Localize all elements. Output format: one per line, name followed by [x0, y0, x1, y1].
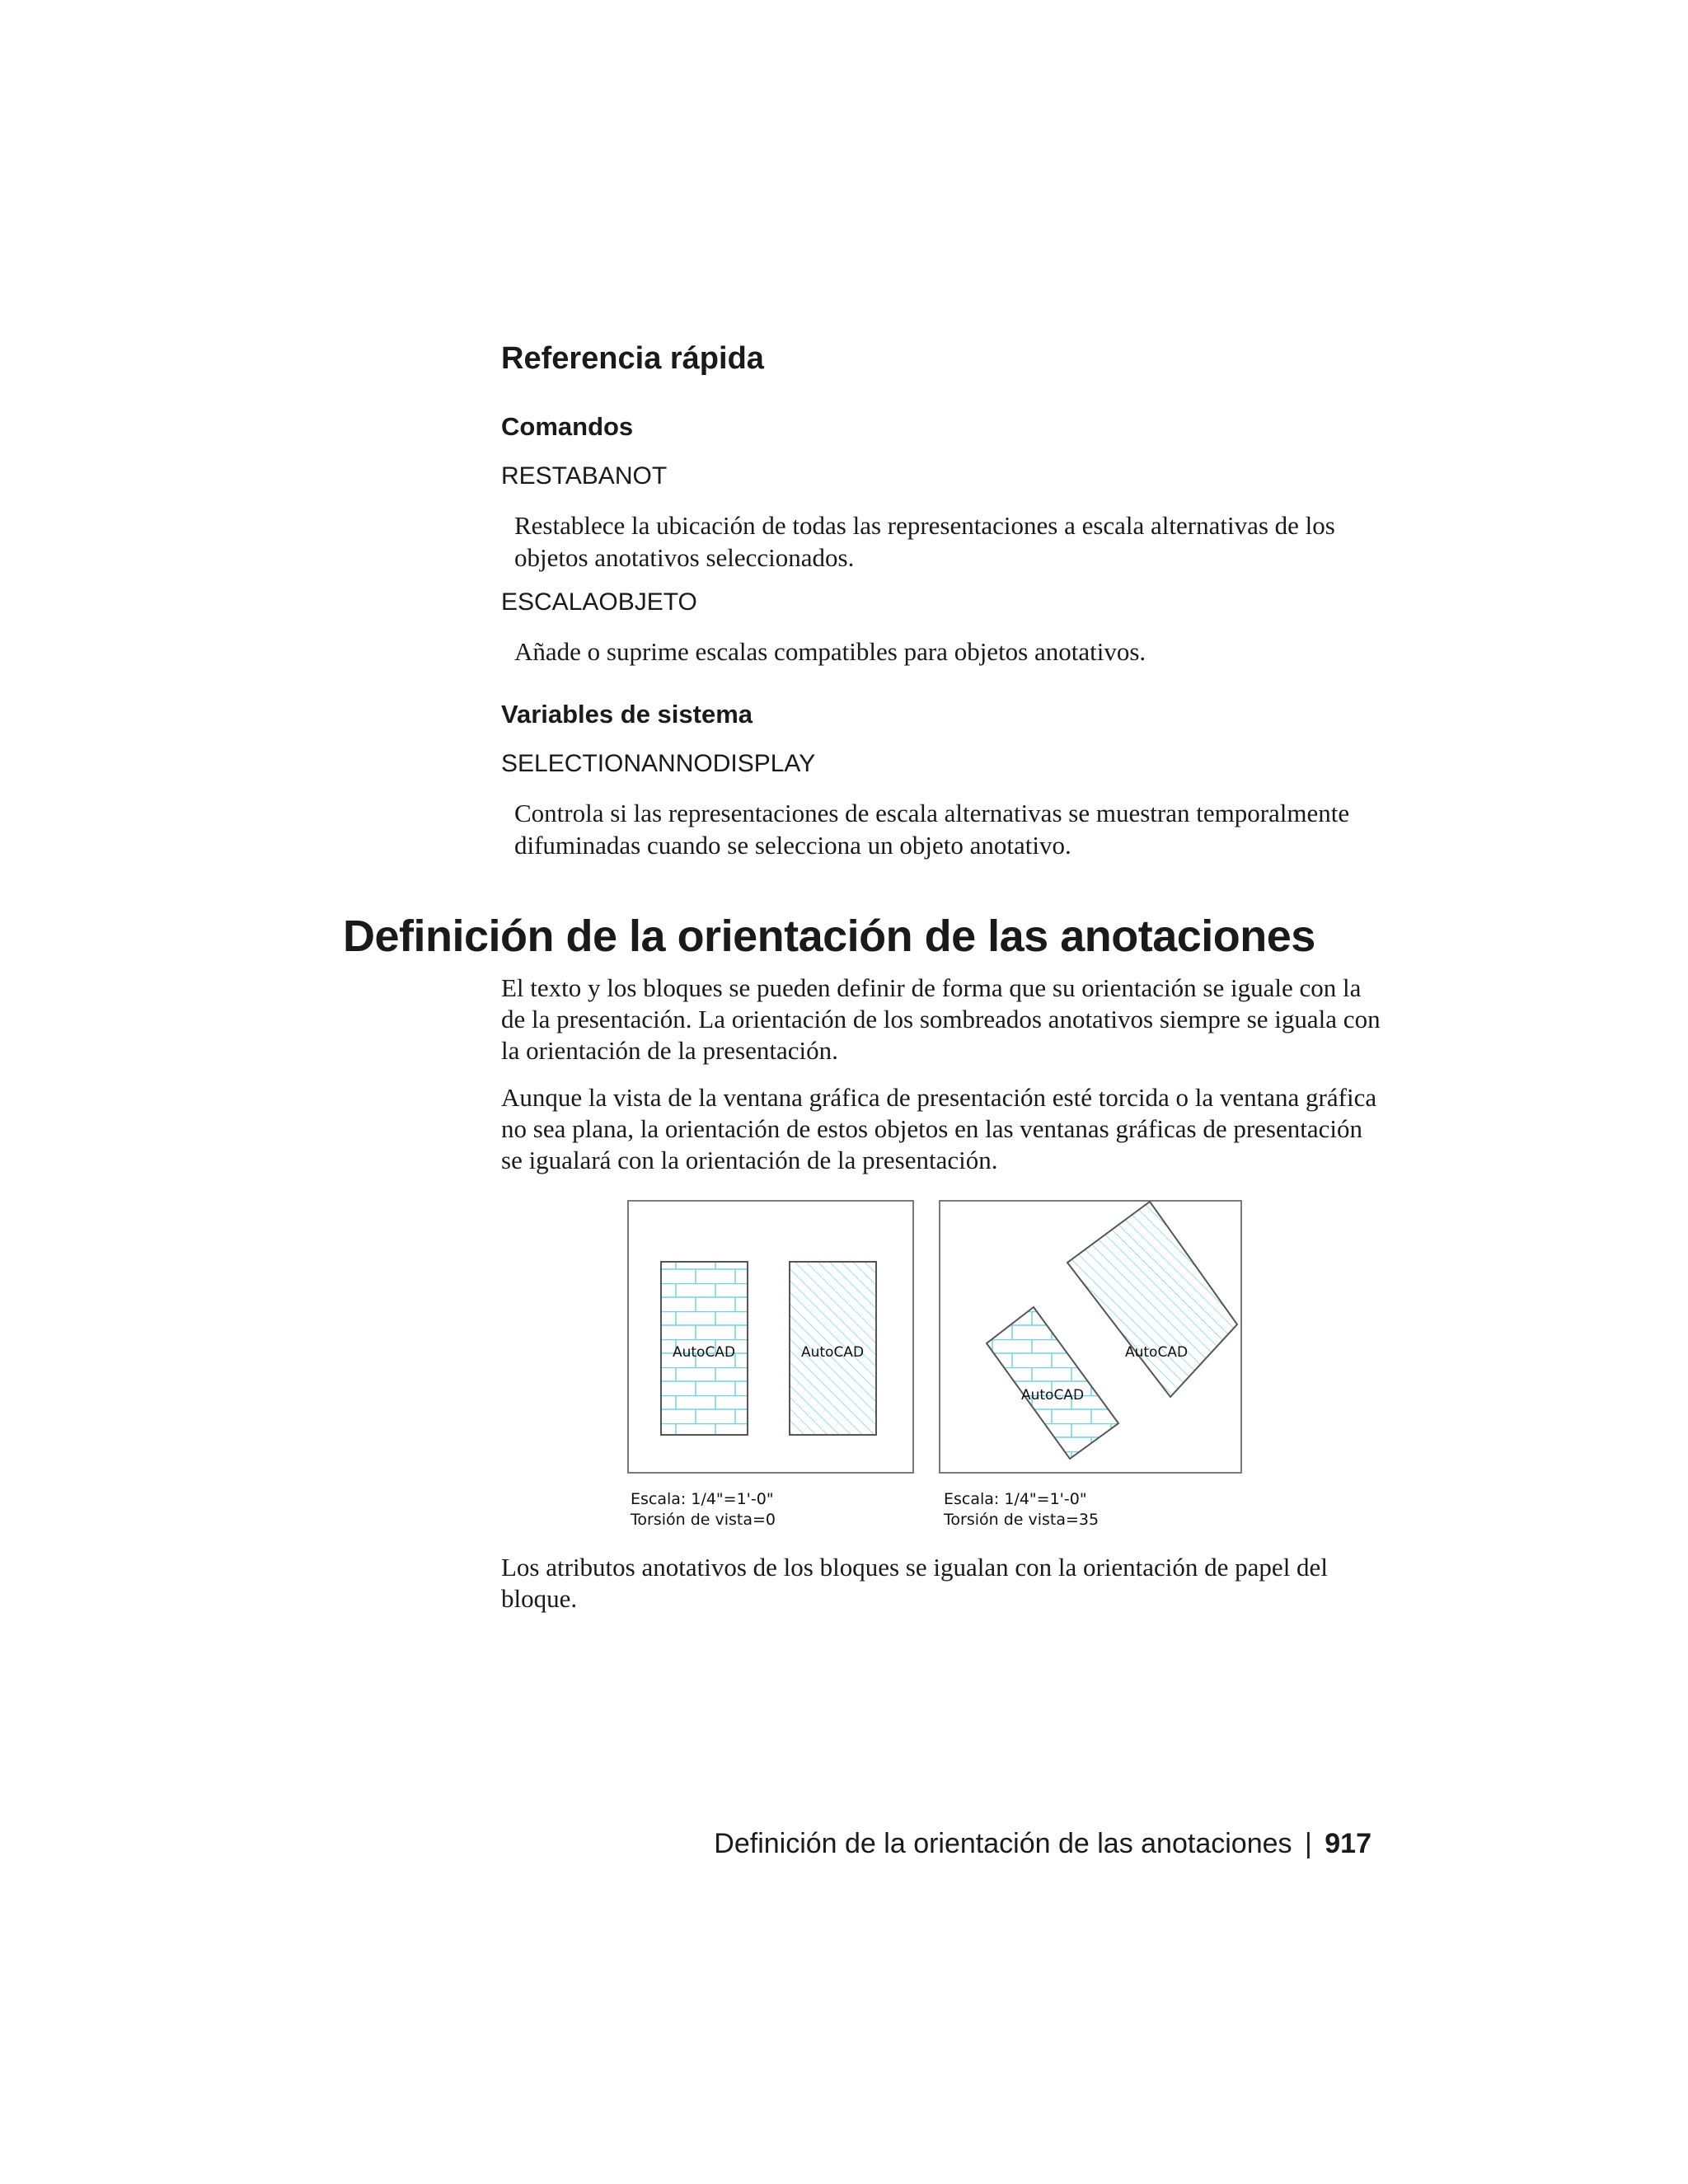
command-name-restabanot: RESTABANOT [501, 462, 668, 490]
page-number: 917 [1325, 1828, 1372, 1859]
left-scale-caption: Escala: 1/4"=1'-0" [631, 1490, 774, 1508]
orientation-figure [626, 1199, 1253, 1529]
left-diagonal-label: AutoCAD [800, 1344, 865, 1361]
right-scale-caption: Escala: 1/4"=1'-0" [944, 1490, 1087, 1508]
paragraph-1: El texto y los bloques se pueden definir de forma que su orientación se iguale con la de la presentación. La orientación de los sombreados anotativos siempre se iguala con la orientación de la presentación. [501, 973, 1381, 1065]
system-variables-heading: Variables de sistema [501, 700, 753, 729]
right-diagonal-block [1067, 1202, 1237, 1397]
right-brick-block [987, 1307, 1118, 1459]
left-twist-caption: Torsión de vista=0 [631, 1511, 776, 1529]
paragraph-3: Los atributos anotativos de los bloques se igualan con la orientación de papel del bloque. [501, 1553, 1328, 1613]
command-description-restabanot: Restablece la ubicación de todas las representaciones a escala alternativas de los objetos anotativos seleccionados. [514, 511, 1335, 572]
left-viewport-panel [628, 1201, 913, 1473]
command-description-escalaobjeto: Añade o suprime escalas compatibles para objetos anotativos. [514, 637, 1146, 666]
page-footer [714, 1828, 1372, 1860]
section-title: Definición de la orientación de las anotaciones [343, 912, 1315, 961]
right-twist-caption: Torsión de vista=35 [944, 1511, 1100, 1529]
system-variable-description: Controla si las representaciones de escala alternativas se muestran temporalmente difuminadas cuando se selecciona un objeto anotativo. [514, 799, 1350, 860]
right-viewport-panel [940, 1201, 1241, 1473]
paragraph-2: Aunque la vista de la ventana gráfica de presentación esté torcida o la ventana gráfica no sea plana, la orientación de estos objetos en las ventanas gráficas de presentación se igualará con la orientación de la presentación. [501, 1083, 1377, 1174]
right-diagonal-label: AutoCAD [1124, 1344, 1189, 1361]
left-brick-label: AutoCAD [672, 1344, 736, 1361]
footer-title: Definición de la orientación de las anotaciones [714, 1828, 1292, 1859]
quick-reference-heading: Referencia rápida [501, 341, 764, 376]
footer-separator: | [1304, 1828, 1312, 1859]
system-variable-name: SELECTIONANNODISPLAY [501, 750, 816, 777]
right-brick-label: AutoCAD [1020, 1387, 1085, 1404]
command-name-escalaobjeto: ESCALAOBJETO [501, 588, 697, 616]
commands-heading: Comandos [501, 412, 634, 441]
